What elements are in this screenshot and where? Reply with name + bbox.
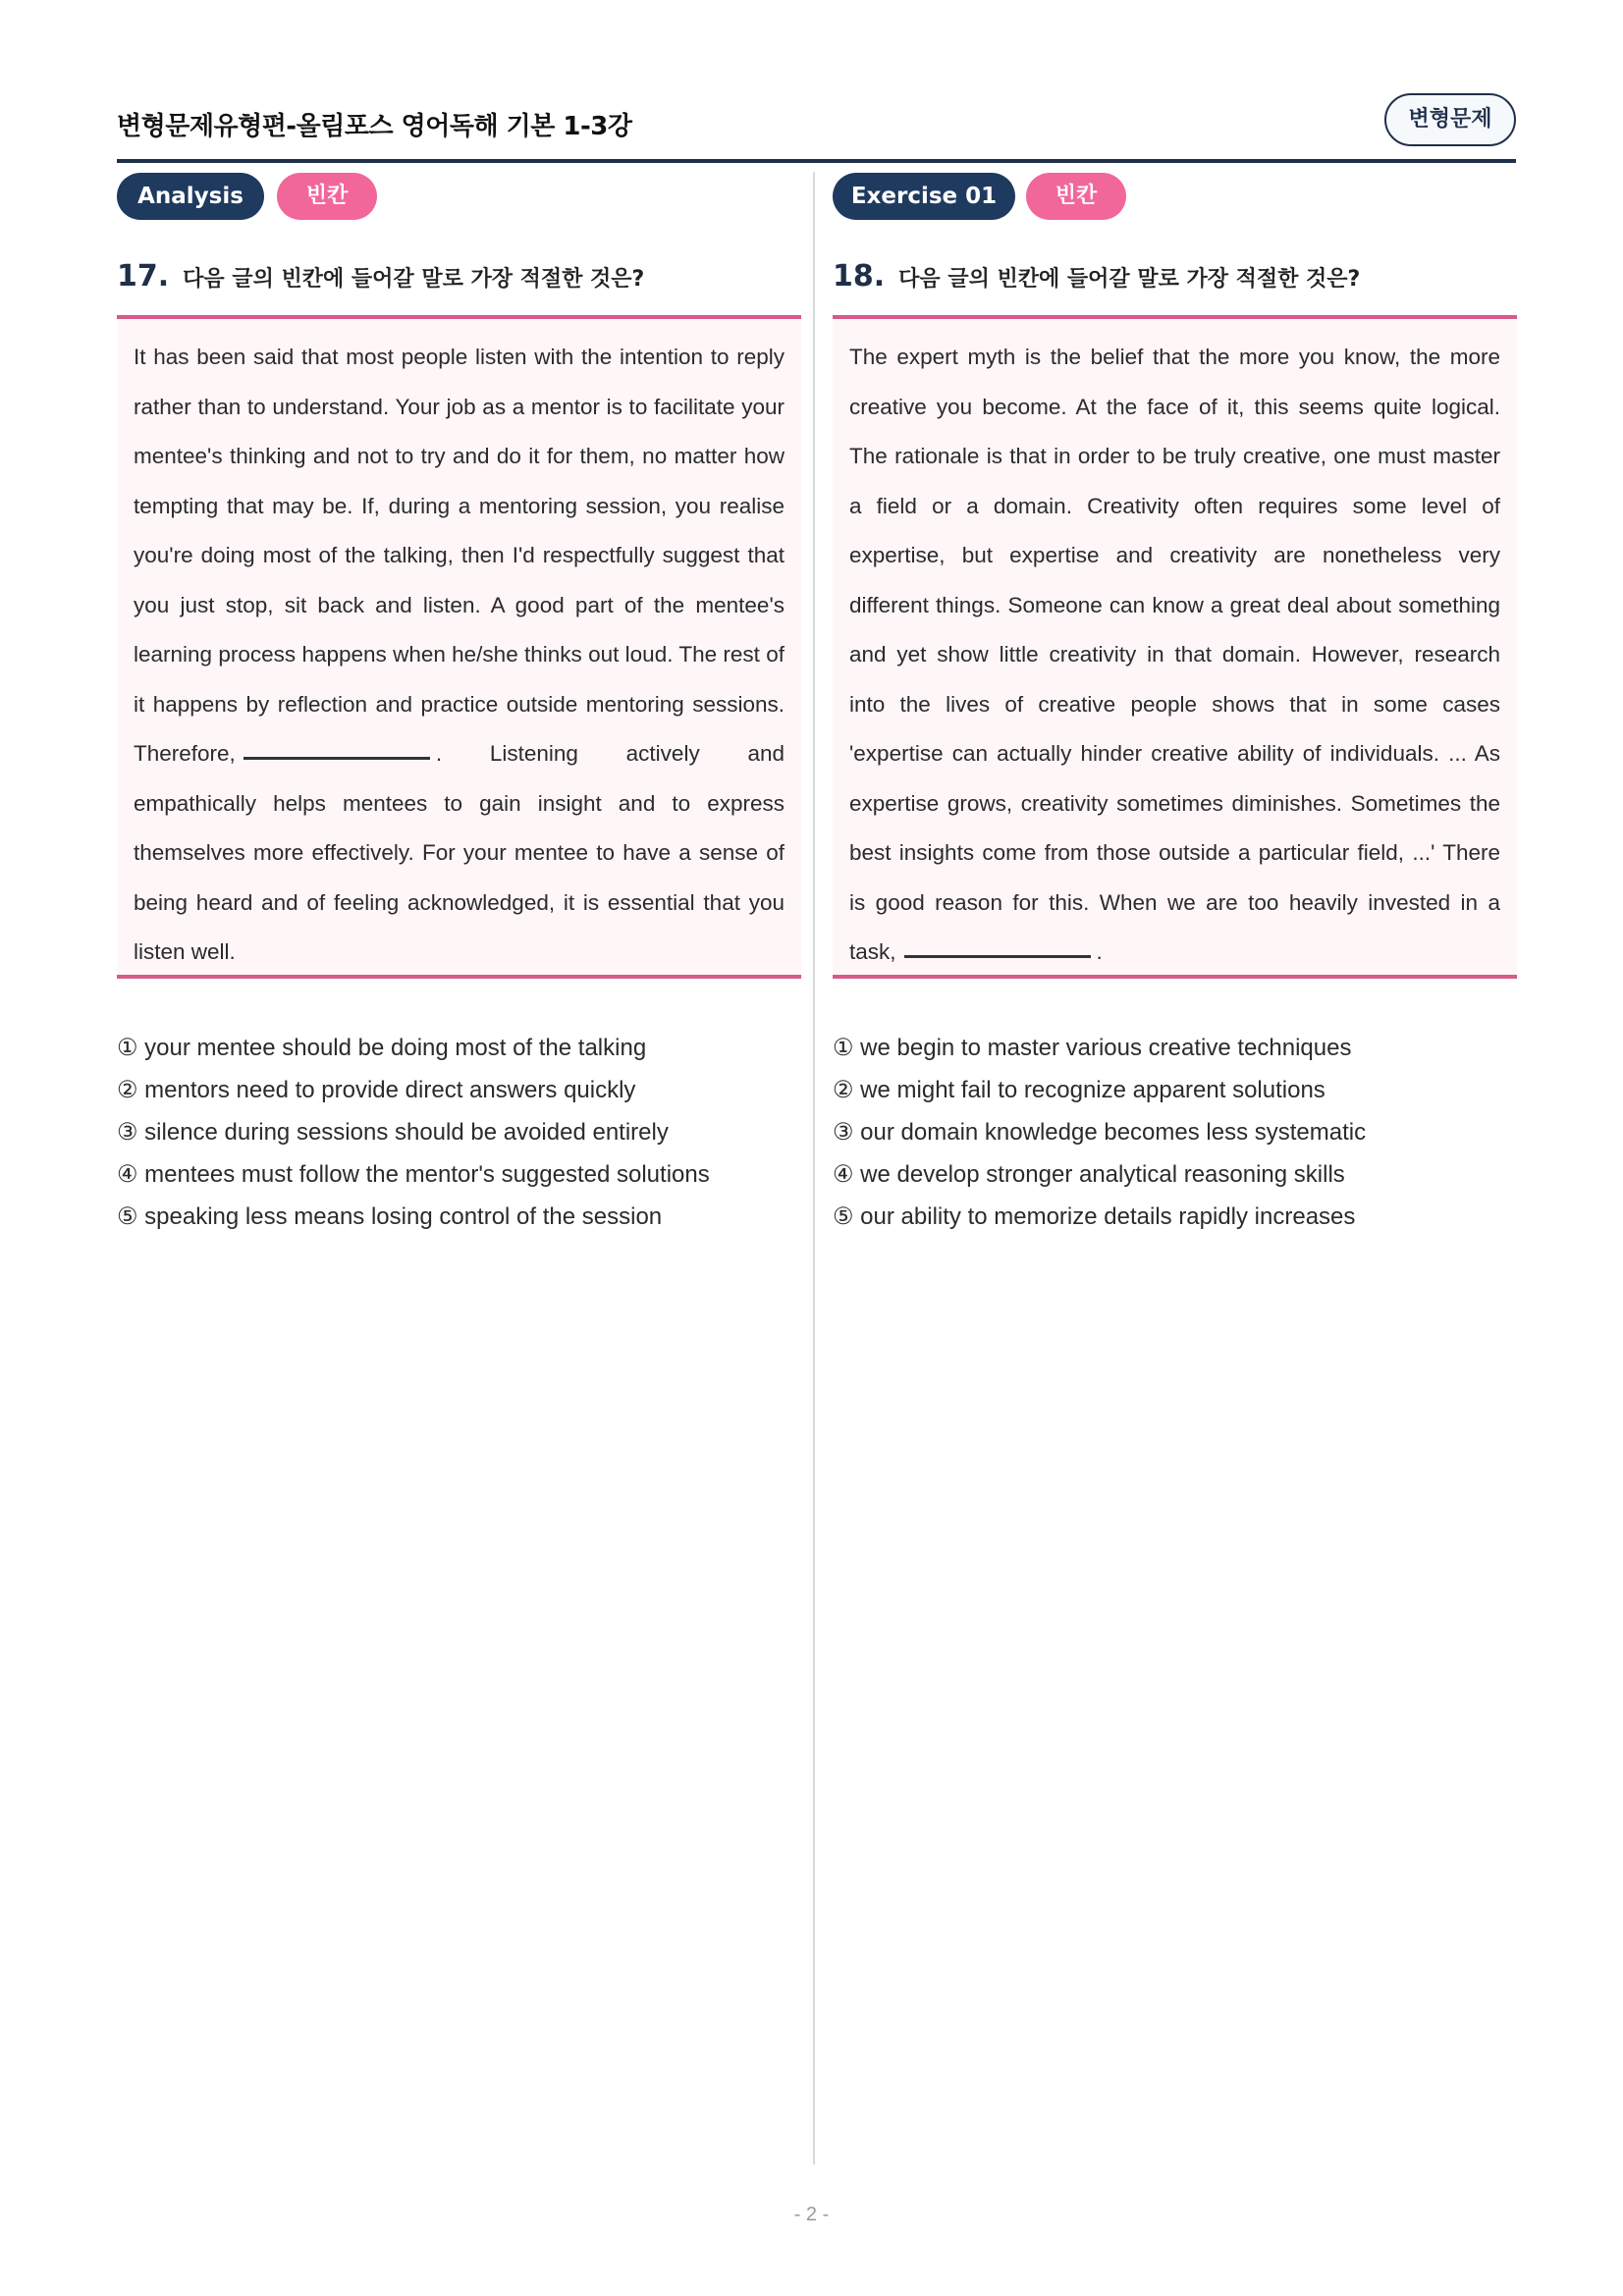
question-prompt: 다음 글의 빈칸에 들어갈 말로 가장 적절한 것은? — [183, 267, 645, 292]
page-header — [117, 94, 1516, 163]
tag-exercise: Exercise 01 — [833, 173, 1015, 220]
document-title: 변형문제유형편-올림포스 영어독해 기본 1-3강 — [117, 112, 632, 141]
passage-before-blank: It has been said that most people listen with the intention to reply rather than to understand. Your job as a mentor is to facilitate your mentee's thinking and not to try and do it for them, no matter how tempting that may be. If, during a mentoring session, you realise you're doing most of the talking, then I'd respectfully suggest that you just stop, sit back and listen. A good part of the mentee's learning process happens when he/she thinks out loud. The rest of it happens by reflection and practice outside mentoring sessions. Therefore, — [134, 345, 784, 766]
page-number: - 2 - — [793, 2204, 830, 2225]
passage-box — [833, 315, 1517, 979]
question-18-column — [833, 173, 1517, 1230]
choice-4[interactable]: ④ we develop stronger analytical reasoning skills — [833, 1161, 1345, 1188]
passage-after-blank: . — [1096, 939, 1103, 964]
choice-1[interactable]: ① we begin to master various creative techniques — [833, 1035, 1352, 1061]
tag-blank: 빈칸 — [277, 173, 377, 220]
question-17-column — [117, 173, 801, 1230]
choice-3[interactable]: ③ silence during sessions should be avoided entirely — [117, 1119, 669, 1146]
passage-text — [849, 333, 1500, 978]
tag-row — [833, 173, 1517, 222]
answer-choices — [833, 1027, 1366, 1238]
passage-after-blank: . Listening actively and empathically helps mentees to gain insight and to express themselves more effectively. For your mentee to have a sense of being heard and of feeling acknowledged, it is essential that you listen well. — [134, 741, 784, 964]
column-divider — [813, 172, 815, 2164]
choice-5[interactable]: ⑤ speaking less means losing control of the session — [117, 1203, 663, 1230]
question-number: 18. — [833, 259, 886, 294]
question-prompt: 다음 글의 빈칸에 들어갈 말로 가장 적절한 것은? — [898, 267, 1361, 292]
answer-blank — [904, 955, 1091, 958]
category-badge: 변형문제 — [1384, 93, 1516, 146]
question-heading — [833, 259, 1360, 294]
question-number: 17. — [117, 259, 170, 294]
choice-5[interactable]: ⑤ our ability to memorize details rapidly increases — [833, 1203, 1356, 1230]
tag-analysis: Analysis — [117, 173, 264, 220]
tag-row — [117, 173, 801, 222]
choice-3[interactable]: ③ our domain knowledge becomes less systematic — [833, 1119, 1367, 1146]
passage-before-blank: The expert myth is the belief that the more you know, the more creative you become. At the face of it, this seems quite logical. The rationale is that in order to be truly creative, one must master a field or a domain. Creativity often requires some level of expertise, but expertise and creativity are nonetheless very different things. Someone can know a great deal about something and yet show little creativity in that domain. However, research into the lives of creative people shows that in some cases 'expertise can actually hinder creative ability of individuals. ... As expertise grows, creativity sometimes diminishes. Sometimes the best insights come from those outside a particular field, ...' There is good reason for this. When we are too heavily invested in a task, — [849, 345, 1500, 964]
passage-text — [134, 333, 784, 978]
choice-1[interactable]: ① your mentee should be doing most of the talking — [117, 1035, 647, 1061]
choice-2[interactable]: ② we might fail to recognize apparent solutions — [833, 1077, 1325, 1103]
question-heading — [117, 259, 644, 294]
choice-2[interactable]: ② mentors need to provide direct answers quickly — [117, 1077, 636, 1103]
choice-4[interactable]: ④ mentees must follow the mentor's suggested solutions — [117, 1161, 710, 1188]
passage-box — [117, 315, 801, 979]
tag-blank: 빈칸 — [1026, 173, 1126, 220]
answer-choices — [117, 1027, 710, 1238]
answer-blank — [243, 757, 430, 760]
